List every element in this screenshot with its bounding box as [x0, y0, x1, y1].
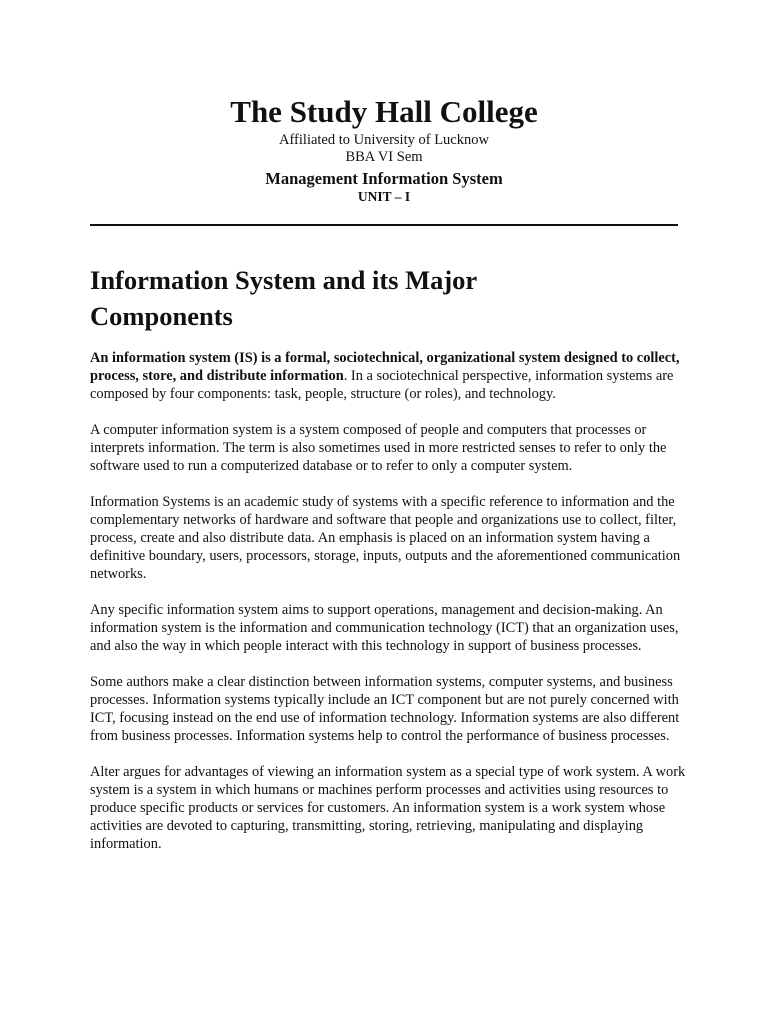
paragraph-4: Any specific information system aims to support operations, management and decision-making. An information system is the information and communication technology (ICT) that an organization uses, and also the way in which people interact with this technology in support of business processes.	[90, 602, 679, 654]
document-header	[0, 92, 768, 205]
semester-line: BBA VI Sem	[345, 149, 423, 165]
paragraph-1-rest: . In a sociotechnical perspective, information systems are composed by four components: task, people, structure (or roles), and technology.	[90, 368, 674, 402]
header-divider	[90, 224, 678, 226]
paragraph-1-bold-definition: An information system (IS) is a formal, sociotechnical, organizational system designed to collect, process, store, and distribute information	[90, 350, 680, 384]
section-title-line-1: Information System and its Major	[90, 265, 478, 295]
subject-title: Management Information System	[265, 169, 503, 188]
paragraph-5: Some authors make a clear distinction between information systems, computer systems, and business processes. Information systems typically include an ICT component but are not purely concerned with ICT, focusing instead on the end use of information technology. Information systems are also different from business processes. Information systems help to control the performance of business processes.	[90, 674, 680, 744]
college-name: The Study Hall College	[230, 94, 538, 129]
section-title-line-2: Components	[90, 301, 233, 331]
unit-label: UNIT – I	[357, 189, 411, 204]
paragraph-3: Information Systems is an academic study of systems with a specific reference to information and the complementary networks of hardware and software that people and organizations use to collect, filter, process, create and also distribute data. An emphasis is placed on an information system having a definitive boundary, users, processors, storage, inputs, outputs and the aforementioned communication networks.	[90, 494, 681, 582]
section-title	[90, 262, 690, 334]
paragraph-1	[90, 349, 690, 403]
paragraph-6: Alter argues for advantages of viewing an information system as a special type of work system. A work system is a system in which humans or machines perform processes and activities using resources to produce specific products or services for customers. An information system is a work system whose activities are devoted to capturing, transmitting, storing, retrieving, manipulating and displaying information.	[90, 764, 686, 852]
affiliation-line: Affiliated to University of Lucknow	[279, 132, 489, 148]
document-body	[90, 262, 690, 871]
paragraph-2: A computer information system is a system composed of people and computers that processes or interprets information. The term is also sometimes used in more restricted senses to refer to only the software used to run a computerized database or to refer to only a computer system.	[90, 422, 667, 474]
